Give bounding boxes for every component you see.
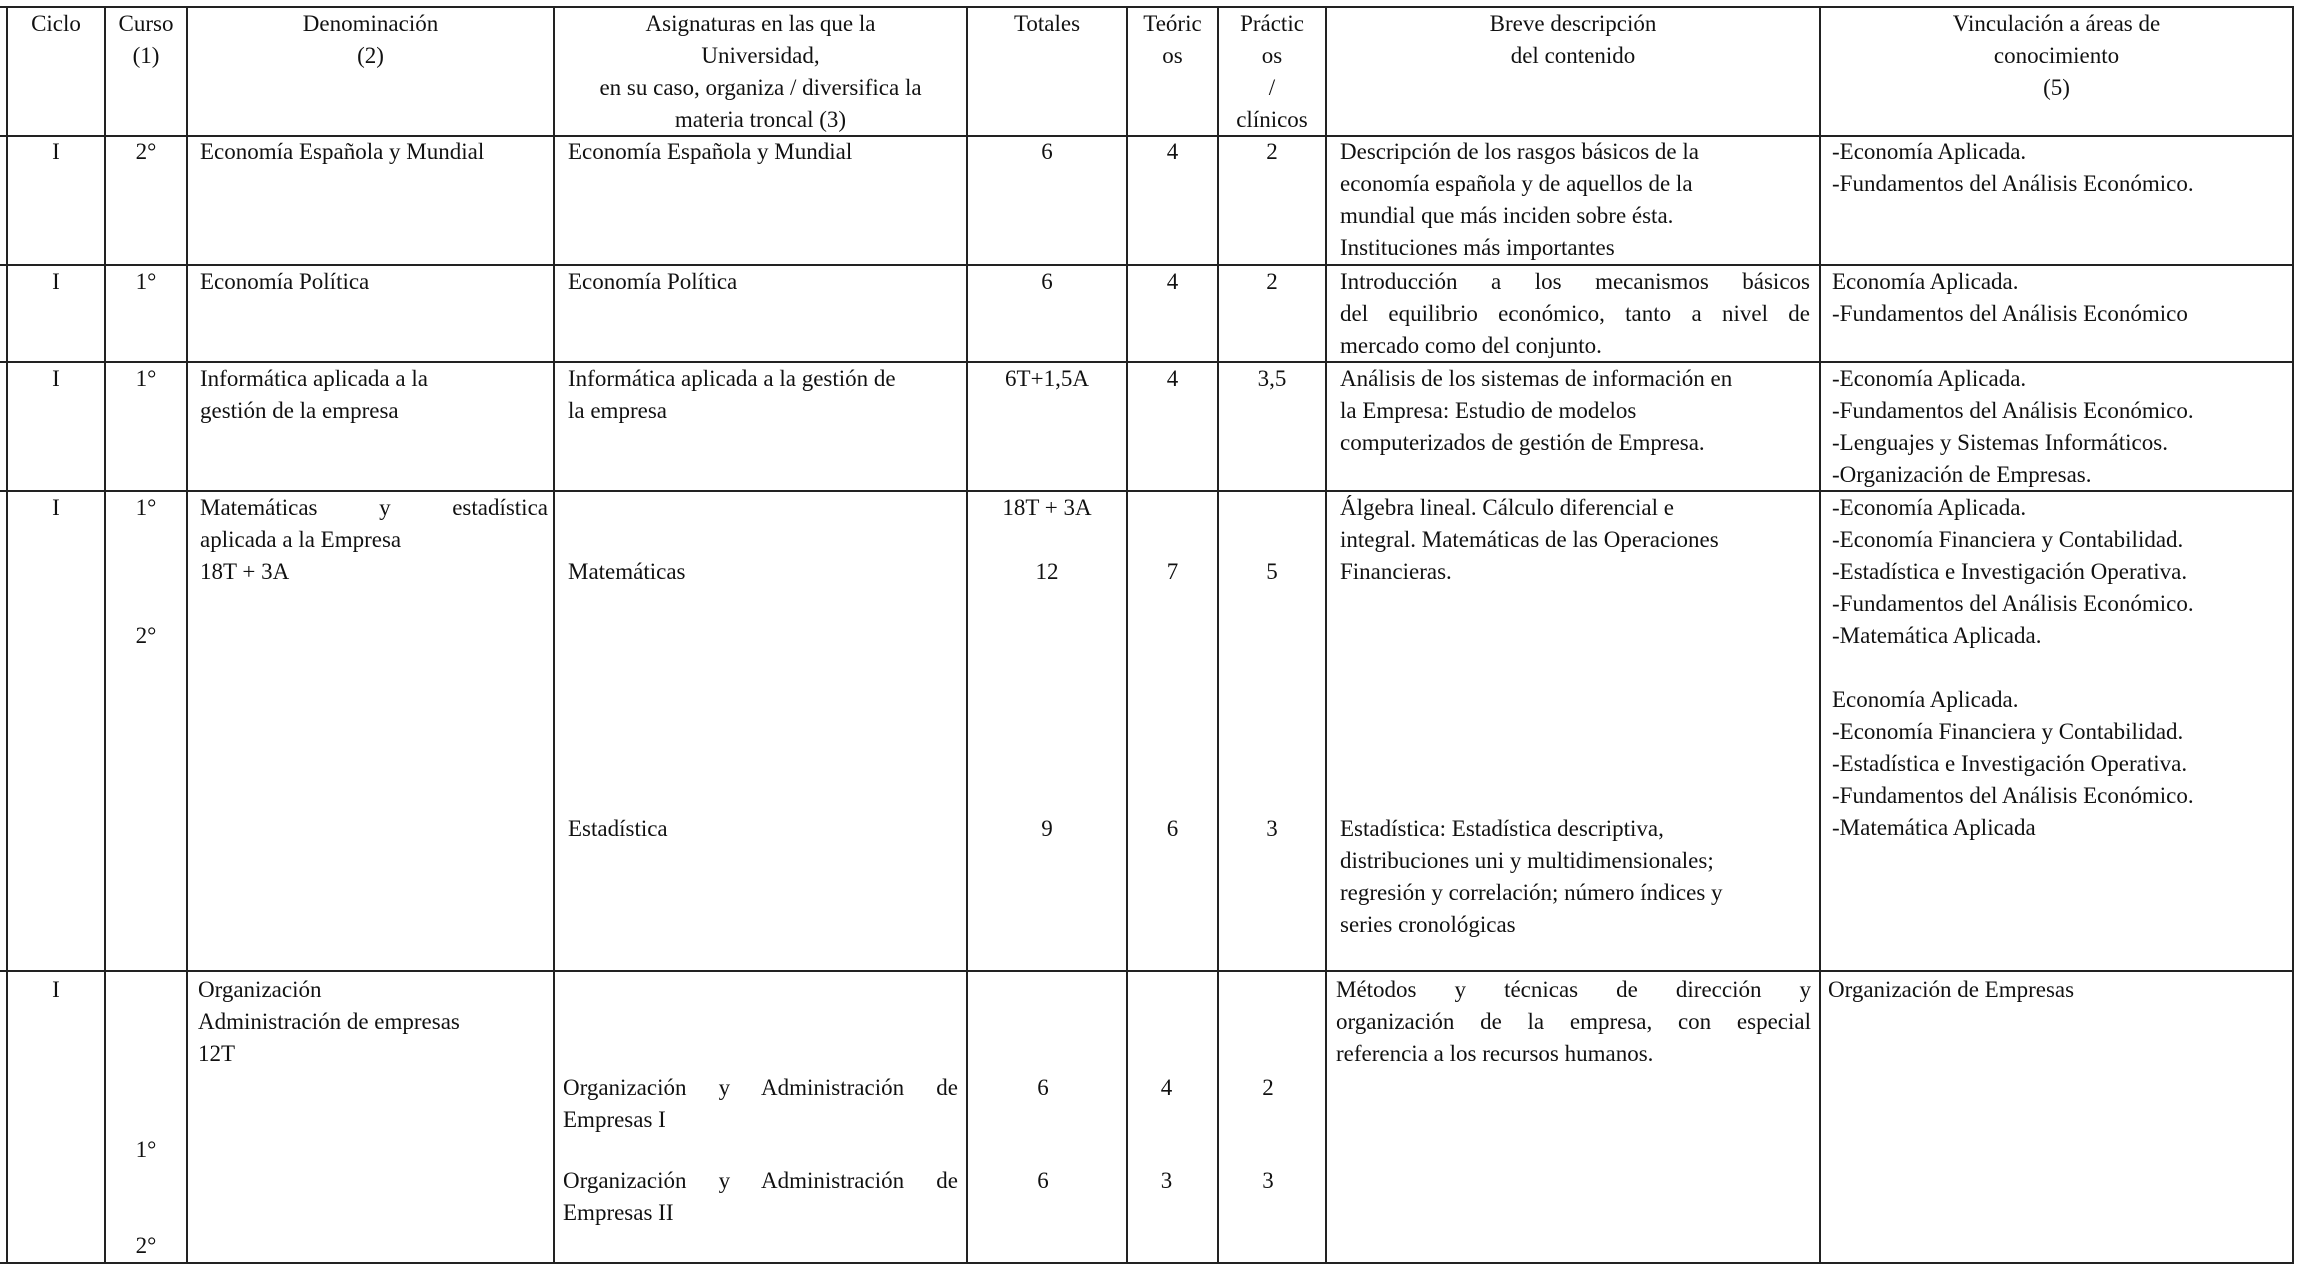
row2-denominacion: Economía Política [200,269,370,294]
row4-sub2-practicos: 3 [1266,816,1278,841]
row4-sub2-asignatura: Estadística [568,816,668,841]
row4-sub2-teoricos: 6 [1166,816,1179,841]
header-teoricos: Teóric os [1143,11,1202,68]
row5-sub1-practicos: 2 [1262,1075,1274,1100]
row5-sub2-asignatura: Organización y Administración de Empresas II [563,1168,958,1225]
col-border [1325,6,1327,1264]
row1-asignatura: Economía Española y Mundial [568,139,853,164]
header-totales: Totales [1013,11,1081,36]
header-denominacion: Denominación (2) [302,11,439,68]
row4-sub1-practicos: 5 [1266,559,1278,584]
row5-descripcion: Métodos y técnicas de dirección y organización de la empresa, con especial referencia a los recursos humanos. [1336,977,1811,1066]
row3-asignatura: Informática aplicada a la gestión de la empresa [568,366,896,423]
row3-descripcion: Análisis de los sistemas de información en la Empresa: Estudio de modelos computerizados de gestión de Empresa. [1340,366,1733,455]
row2-teoricos: 4 [1166,269,1179,294]
row2-descripcion: Introducción a los mecanismos básicos del equilibrio económico, tanto a nivel de mercado como del conjunto. [1340,269,1810,358]
row4-sub1-teoricos: 7 [1166,559,1179,584]
row1-denominacion: Economía Española y Mundial [200,139,485,164]
row4-descripcion-1: Álgebra lineal. Cálculo diferencial e integral. Matemáticas de las Operaciones Financieras. [1340,495,1719,584]
row5-denominacion: Organización Administración de empresas 12T [198,977,460,1066]
row5-sub2-teoricos: 3 [1160,1168,1173,1193]
row4-sub1-totales: 12 [1035,559,1059,584]
row5-curso-2: 2° [135,1233,157,1258]
row4-curso-1: 1° [135,495,157,520]
row-border [0,970,2294,972]
row2-totales: 6 [1041,269,1053,294]
col-border [2292,6,2294,1264]
row2-practicos: 2 [1266,269,1278,294]
header-curso: Curso (1) [118,11,174,68]
row5-sub1-totales: 6 [1037,1075,1049,1100]
col-border [553,6,555,1264]
header-asignaturas: Asignaturas en las que la Universidad, en su caso, organiza / diversifica la materia troncal (3) [599,11,922,132]
row5-sub1-asignatura: Organización y Administración de Empresas I [563,1075,958,1132]
row3-denominacion: Informática aplicada a la gestión de la empresa [200,366,428,423]
row1-teoricos: 4 [1166,139,1179,164]
row1-curso: 2° [135,139,157,164]
row5-ciclo: I [52,977,60,1002]
row3-teoricos: 4 [1166,366,1179,391]
col-border [1819,6,1821,1264]
row3-practicos: 3,5 [1257,366,1287,391]
row2-vinculacion: Economía Aplicada. -Fundamentos del Análisis Económico [1832,269,2188,326]
header-vinculacion: Vinculación a áreas de conocimiento (5) [1952,11,2161,100]
row2-ciclo: I [52,269,60,294]
row3-vinculacion: -Economía Aplicada. -Fundamentos del Análisis Económico. -Lenguajes y Sistemas Informáticos. -Organización de Empresas. [1832,366,2194,487]
row4-totales: 18T + 3A [1002,495,1092,520]
row2-curso: 1° [135,269,157,294]
col-border [6,6,8,1264]
row1-descripcion: Descripción de los rasgos básicos de la economía española y de aquellos de la mundial que más inciden sobre ésta. Instituciones más importantes [1340,139,1699,260]
row3-totales: 6T+1,5A [1005,366,1089,391]
row5-curso-1: 1° [135,1137,157,1162]
row4-sub2-totales: 9 [1041,816,1053,841]
row4-curso-2: 2° [135,623,157,648]
row1-totales: 6 [1041,139,1053,164]
row1-practicos: 2 [1266,139,1278,164]
row5-sub1-teoricos: 4 [1160,1075,1173,1100]
row1-vinculacion: -Economía Aplicada. -Fundamentos del Análisis Económico. [1832,139,2194,196]
row1-ciclo: I [52,139,60,164]
col-border [186,6,188,1264]
row3-ciclo: I [52,366,60,391]
row5-sub2-practicos: 3 [1262,1168,1274,1193]
header-descripcion: Breve descripción del contenido [1489,11,1657,68]
row4-denominacion: Matemáticas y estadística aplicada a la Empresa 18T + 3A [200,495,548,584]
header-ciclo: Ciclo [31,11,81,36]
row2-asignatura: Economía Política [568,269,738,294]
row4-vinculacion-2: Economía Aplicada. -Economía Financiera y Contabilidad. -Estadística e Investigación Operativa. -Fundamentos del Análisis Económico. -Matemática Aplicada [1832,687,2194,840]
row4-sub1-asignatura: Matemáticas [568,559,686,584]
row4-vinculacion-1: -Economía Aplicada. -Economía Financiera y Contabilidad. -Estadística e Investigación Operativa. -Fundamentos del Análisis Económico. -Matemática Aplicada. [1832,495,2194,648]
row5-sub2-totales: 6 [1037,1168,1049,1193]
row3-curso: 1° [135,366,157,391]
row-border [0,1262,2294,1264]
header-practicos: Práctic os / clínicos [1236,11,1308,132]
row5-vinculacion: Organización de Empresas [1828,977,2075,1002]
row4-descripcion-2: Estadística: Estadística descriptiva, distribuciones uni y multidimensionales; regresión y correlación; número índices y series cronológicas [1340,816,1723,937]
row4-ciclo: I [52,495,60,520]
